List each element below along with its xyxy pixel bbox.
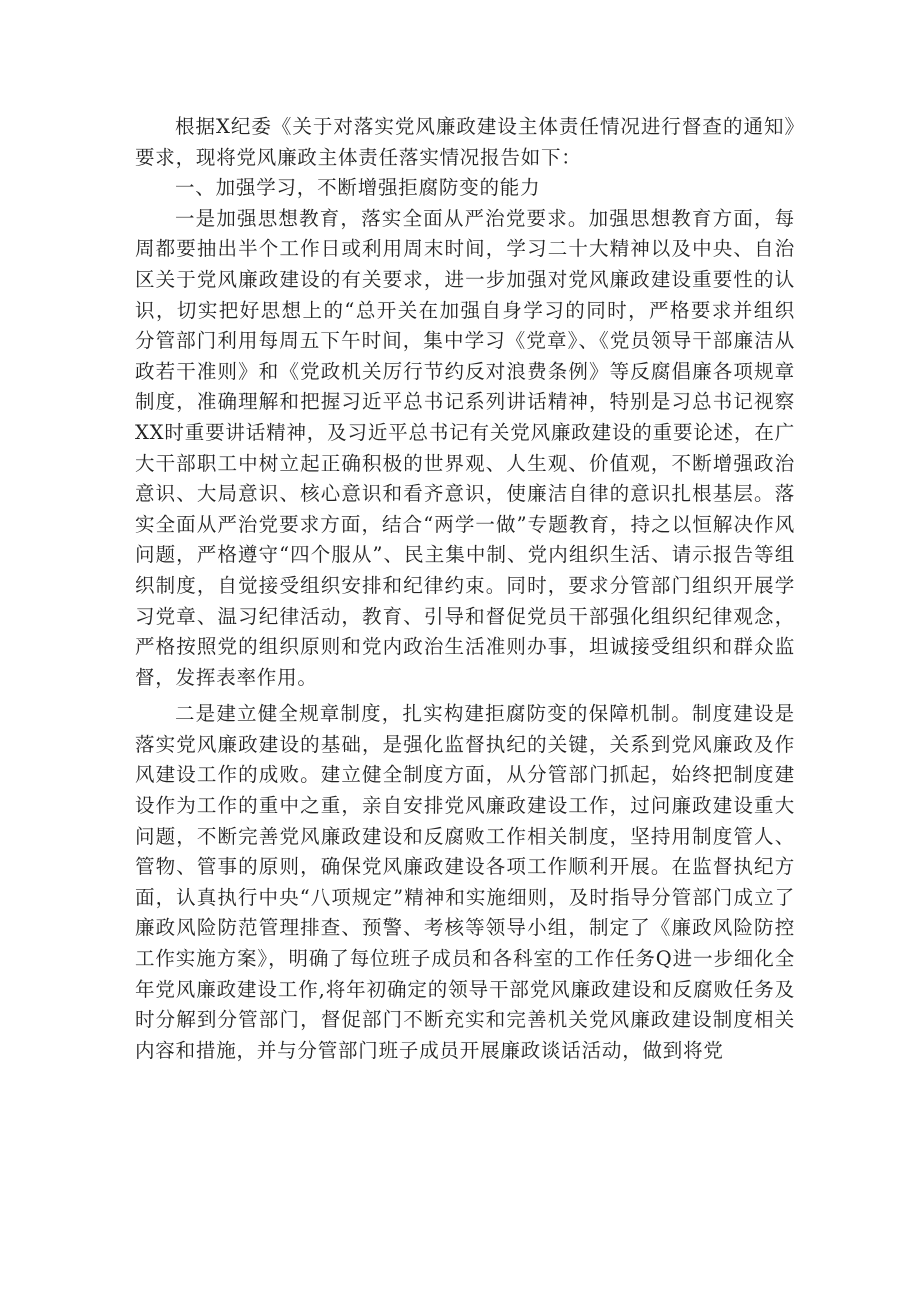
paragraph-intro: 根据X纪委《关于对落实党风廉政建设主体责任情况进行督查的通知》要求，现将党风廉政主体责任落实情况报告如下：: [135, 115, 795, 169]
section-heading: 一、加强学习，不断增强拒腐防变的能力: [175, 176, 541, 200]
paragraph-point-two: 二是建立健全规章制度，扎实构建拒腐防变的保障机制。制度建设是落实党风廉政建设的基础，是强化监督执纪的关键，关系到党风廉政及作风建设工作的成败。建立健全制度方面，从分管部门抓起，始终把制度建设作为工作的重中之重，亲自安排党风廉政建设工作，过问廉政建设重大问题，不断完善党风廉政建设和反腐败工作相关制度，坚持用制度管人、管物、管事的原则，确保党风廉政建设各项工作顺利开展。在监督执纪方面，认真执行中央“八项规定”精神和实施细则，及时指导分管部门成立了廉政风险防范管理排查、预警、考核等领导小组，制定了《廉政风险防控工作实施方案》，明确了每位班子成员和各科室的工作任务Q进一步细化全年党风廉政建设工作,将年初确定的领导干部党风廉政建设和反腐败任务及时分解到分管部门，督促部门不断充实和完善机关党风廉政建设制度相关内容和措施，并与分管部门班子成员开展廉政谈话活动，做到将党: [135, 702, 795, 1062]
paragraph-point-one: 一是加强思想教育，落实全面从严治党要求。加强思想教育方面，每周都要抽出半个工作日或利用周末时间，学习二十大精神以及中央、自治区关于党风廉政建设的有关要求，进一步加强对党风廉政建设重要性的认识，切实把好思想上的“总开关在加强自身学习的同时，严格要求并组织分管部门利用每周五下午时间，集中学习《党章》、《党员领导干部廉洁从政若干准则》和《党政机关厉行节约反对浪费条例》等反腐倡廉各项规章制度，准确理解和把握习近平总书记系列讲话精神，特别是习总书记视察XX时重要讲话精神，及习近平总书记有关党风廉政建设的重要论述，在广大干部职工中树立起正确积极的世界观、人生观、价值观，不断增强政治意识、大局意识、核心意识和看齐意识，使廉洁自律的意识扎根基层。落实全面从严治党要求方面，结合“两学一做”专题教育，持之以恒解决作风问题，严格遵守“四个服从”、民主集中制、党内组织生活、请示报告等组织制度，自觉接受组织安排和纪律约束。同时，要求分管部门组织开展学习党章、温习纪律活动，教育、引导和督促党员干部强化组织纪律观念，严格按照党的组织原则和党内政治生活准则办事，坦诚接受组织和群众监督，发挥表率作用。: [135, 206, 795, 689]
document-body: [135, 112, 795, 1066]
